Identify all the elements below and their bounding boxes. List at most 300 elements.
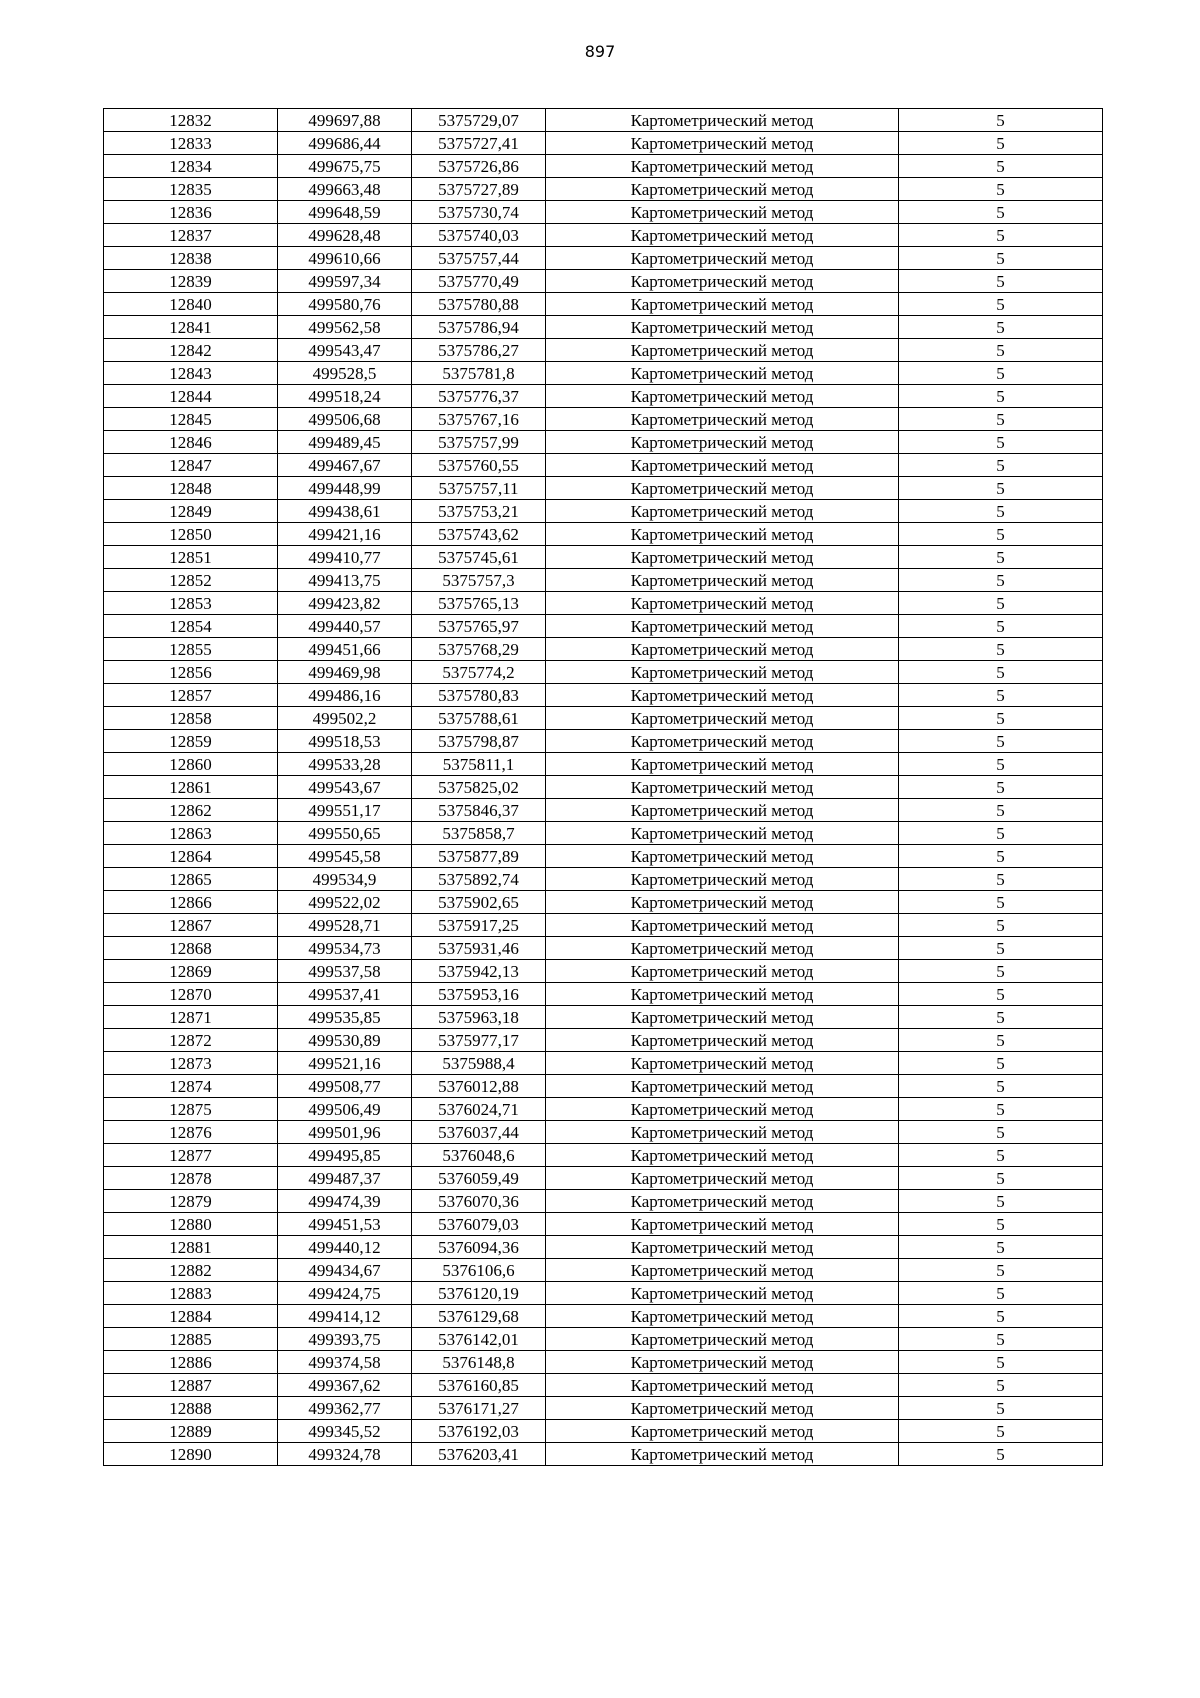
table-row	[104, 224, 1103, 247]
accuracy-cell: 5	[899, 1144, 1103, 1167]
table-row	[104, 247, 1103, 270]
table-row	[104, 362, 1103, 385]
accuracy-cell: 5	[899, 1075, 1103, 1098]
x-coordinate-cell: 499537,41	[278, 983, 412, 1006]
point-number-cell: 12834	[104, 155, 278, 178]
method-cell: Картометрический метод	[546, 1351, 899, 1374]
y-coordinate-cell: 5375757,11	[412, 477, 546, 500]
point-number-cell: 12854	[104, 615, 278, 638]
point-number-cell: 12880	[104, 1213, 278, 1236]
y-coordinate-cell: 5375770,49	[412, 270, 546, 293]
x-coordinate-cell: 499467,67	[278, 454, 412, 477]
accuracy-cell: 5	[899, 914, 1103, 937]
accuracy-cell: 5	[899, 1190, 1103, 1213]
table-row	[104, 1397, 1103, 1420]
point-number-cell: 12862	[104, 799, 278, 822]
x-coordinate-cell: 499537,58	[278, 960, 412, 983]
method-cell: Картометрический метод	[546, 753, 899, 776]
accuracy-cell: 5	[899, 1305, 1103, 1328]
x-coordinate-cell: 499362,77	[278, 1397, 412, 1420]
method-cell: Картометрический метод	[546, 569, 899, 592]
table-row	[104, 316, 1103, 339]
table-row	[104, 1006, 1103, 1029]
table-row	[104, 523, 1103, 546]
y-coordinate-cell: 5376070,36	[412, 1190, 546, 1213]
table-row	[104, 707, 1103, 730]
point-number-cell: 12852	[104, 569, 278, 592]
method-cell: Картометрический метод	[546, 500, 899, 523]
x-coordinate-cell: 499580,76	[278, 293, 412, 316]
method-cell: Картометрический метод	[546, 684, 899, 707]
accuracy-cell: 5	[899, 592, 1103, 615]
accuracy-cell: 5	[899, 1029, 1103, 1052]
y-coordinate-cell: 5375727,89	[412, 178, 546, 201]
point-number-cell: 12882	[104, 1259, 278, 1282]
point-number-cell: 12833	[104, 132, 278, 155]
accuracy-cell: 5	[899, 500, 1103, 523]
accuracy-cell: 5	[899, 454, 1103, 477]
accuracy-cell: 5	[899, 845, 1103, 868]
accuracy-cell: 5	[899, 546, 1103, 569]
x-coordinate-cell: 499440,12	[278, 1236, 412, 1259]
coordinates-table	[103, 108, 1103, 1466]
point-number-cell: 12853	[104, 592, 278, 615]
table-row	[104, 1052, 1103, 1075]
coordinates-table-body	[104, 109, 1103, 1466]
x-coordinate-cell: 499451,66	[278, 638, 412, 661]
y-coordinate-cell: 5375846,37	[412, 799, 546, 822]
point-number-cell: 12846	[104, 431, 278, 454]
method-cell: Картометрический метод	[546, 316, 899, 339]
accuracy-cell: 5	[899, 431, 1103, 454]
table-row	[104, 1282, 1103, 1305]
table-row	[104, 201, 1103, 224]
x-coordinate-cell: 499543,67	[278, 776, 412, 799]
method-cell: Картометрический метод	[546, 1305, 899, 1328]
table-row	[104, 1259, 1103, 1282]
y-coordinate-cell: 5376012,88	[412, 1075, 546, 1098]
method-cell: Картометрический метод	[546, 707, 899, 730]
method-cell: Картометрический метод	[546, 960, 899, 983]
x-coordinate-cell: 499533,28	[278, 753, 412, 776]
point-number-cell: 12858	[104, 707, 278, 730]
method-cell: Картометрический метод	[546, 891, 899, 914]
y-coordinate-cell: 5376106,6	[412, 1259, 546, 1282]
table-row	[104, 339, 1103, 362]
y-coordinate-cell: 5375757,99	[412, 431, 546, 454]
x-coordinate-cell: 499374,58	[278, 1351, 412, 1374]
point-number-cell: 12838	[104, 247, 278, 270]
table-row	[104, 270, 1103, 293]
y-coordinate-cell: 5375776,37	[412, 385, 546, 408]
x-coordinate-cell: 499610,66	[278, 247, 412, 270]
x-coordinate-cell: 499502,2	[278, 707, 412, 730]
x-coordinate-cell: 499697,88	[278, 109, 412, 132]
x-coordinate-cell: 499522,02	[278, 891, 412, 914]
y-coordinate-cell: 5375877,89	[412, 845, 546, 868]
method-cell: Картометрический метод	[546, 523, 899, 546]
point-number-cell: 12860	[104, 753, 278, 776]
table-row	[104, 132, 1103, 155]
table-row	[104, 937, 1103, 960]
y-coordinate-cell: 5376094,36	[412, 1236, 546, 1259]
x-coordinate-cell: 499534,9	[278, 868, 412, 891]
accuracy-cell: 5	[899, 477, 1103, 500]
table-row	[104, 1075, 1103, 1098]
point-number-cell: 12871	[104, 1006, 278, 1029]
accuracy-cell: 5	[899, 155, 1103, 178]
table-row	[104, 914, 1103, 937]
table-row	[104, 661, 1103, 684]
point-number-cell: 12866	[104, 891, 278, 914]
method-cell: Картометрический метод	[546, 845, 899, 868]
method-cell: Картометрический метод	[546, 362, 899, 385]
method-cell: Картометрический метод	[546, 615, 899, 638]
table-row	[104, 1351, 1103, 1374]
x-coordinate-cell: 499345,52	[278, 1420, 412, 1443]
x-coordinate-cell: 499451,53	[278, 1213, 412, 1236]
point-number-cell: 12837	[104, 224, 278, 247]
accuracy-cell: 5	[899, 1351, 1103, 1374]
method-cell: Картометрический метод	[546, 1282, 899, 1305]
method-cell: Картометрический метод	[546, 1029, 899, 1052]
x-coordinate-cell: 499686,44	[278, 132, 412, 155]
table-row	[104, 1121, 1103, 1144]
table-row	[104, 293, 1103, 316]
x-coordinate-cell: 499487,37	[278, 1167, 412, 1190]
accuracy-cell: 5	[899, 799, 1103, 822]
y-coordinate-cell: 5375931,46	[412, 937, 546, 960]
page-number: 897	[584, 42, 616, 61]
x-coordinate-cell: 499562,58	[278, 316, 412, 339]
table-row	[104, 569, 1103, 592]
x-coordinate-cell: 499663,48	[278, 178, 412, 201]
accuracy-cell: 5	[899, 960, 1103, 983]
accuracy-cell: 5	[899, 615, 1103, 638]
point-number-cell: 12878	[104, 1167, 278, 1190]
table-row	[104, 776, 1103, 799]
y-coordinate-cell: 5376120,19	[412, 1282, 546, 1305]
accuracy-cell: 5	[899, 1167, 1103, 1190]
x-coordinate-cell: 499534,73	[278, 937, 412, 960]
x-coordinate-cell: 499489,45	[278, 431, 412, 454]
y-coordinate-cell: 5375730,74	[412, 201, 546, 224]
method-cell: Картометрический метод	[546, 1259, 899, 1282]
point-number-cell: 12841	[104, 316, 278, 339]
point-number-cell: 12885	[104, 1328, 278, 1351]
accuracy-cell: 5	[899, 362, 1103, 385]
accuracy-cell: 5	[899, 1121, 1103, 1144]
accuracy-cell: 5	[899, 408, 1103, 431]
y-coordinate-cell: 5375753,21	[412, 500, 546, 523]
accuracy-cell: 5	[899, 707, 1103, 730]
point-number-cell: 12888	[104, 1397, 278, 1420]
accuracy-cell: 5	[899, 1374, 1103, 1397]
x-coordinate-cell: 499648,59	[278, 201, 412, 224]
method-cell: Картометрический метод	[546, 914, 899, 937]
method-cell: Картометрический метод	[546, 1420, 899, 1443]
y-coordinate-cell: 5375774,2	[412, 661, 546, 684]
y-coordinate-cell: 5376048,6	[412, 1144, 546, 1167]
accuracy-cell: 5	[899, 247, 1103, 270]
method-cell: Картометрический метод	[546, 1397, 899, 1420]
x-coordinate-cell: 499367,62	[278, 1374, 412, 1397]
method-cell: Картометрический метод	[546, 1213, 899, 1236]
table-row	[104, 1374, 1103, 1397]
y-coordinate-cell: 5375988,4	[412, 1052, 546, 1075]
point-number-cell: 12839	[104, 270, 278, 293]
method-cell: Картометрический метод	[546, 1121, 899, 1144]
point-number-cell: 12868	[104, 937, 278, 960]
table-row	[104, 431, 1103, 454]
point-number-cell: 12883	[104, 1282, 278, 1305]
table-row	[104, 822, 1103, 845]
x-coordinate-cell: 499469,98	[278, 661, 412, 684]
method-cell: Картометрический метод	[546, 546, 899, 569]
y-coordinate-cell: 5376160,85	[412, 1374, 546, 1397]
accuracy-cell: 5	[899, 822, 1103, 845]
table-row	[104, 799, 1103, 822]
table-row	[104, 753, 1103, 776]
x-coordinate-cell: 499545,58	[278, 845, 412, 868]
y-coordinate-cell: 5376024,71	[412, 1098, 546, 1121]
y-coordinate-cell: 5376037,44	[412, 1121, 546, 1144]
point-number-cell: 12887	[104, 1374, 278, 1397]
accuracy-cell: 5	[899, 316, 1103, 339]
accuracy-cell: 5	[899, 776, 1103, 799]
accuracy-cell: 5	[899, 730, 1103, 753]
method-cell: Картометрический метод	[546, 224, 899, 247]
x-coordinate-cell: 499597,34	[278, 270, 412, 293]
y-coordinate-cell: 5375743,62	[412, 523, 546, 546]
y-coordinate-cell: 5375811,1	[412, 753, 546, 776]
x-coordinate-cell: 499440,57	[278, 615, 412, 638]
method-cell: Картометрический метод	[546, 1144, 899, 1167]
accuracy-cell: 5	[899, 937, 1103, 960]
method-cell: Картометрический метод	[546, 1006, 899, 1029]
y-coordinate-cell: 5375780,88	[412, 293, 546, 316]
table-row	[104, 845, 1103, 868]
method-cell: Картометрический метод	[546, 477, 899, 500]
method-cell: Картометрический метод	[546, 385, 899, 408]
method-cell: Картометрический метод	[546, 1374, 899, 1397]
method-cell: Картометрический метод	[546, 1167, 899, 1190]
x-coordinate-cell: 499530,89	[278, 1029, 412, 1052]
method-cell: Картометрический метод	[546, 638, 899, 661]
x-coordinate-cell: 499528,71	[278, 914, 412, 937]
method-cell: Картометрический метод	[546, 868, 899, 891]
table-row	[104, 868, 1103, 891]
accuracy-cell: 5	[899, 178, 1103, 201]
table-row	[104, 638, 1103, 661]
table-row	[104, 1029, 1103, 1052]
point-number-cell: 12875	[104, 1098, 278, 1121]
method-cell: Картометрический метод	[546, 776, 899, 799]
point-number-cell: 12851	[104, 546, 278, 569]
accuracy-cell: 5	[899, 1259, 1103, 1282]
method-cell: Картометрический метод	[546, 178, 899, 201]
x-coordinate-cell: 499421,16	[278, 523, 412, 546]
x-coordinate-cell: 499424,75	[278, 1282, 412, 1305]
x-coordinate-cell: 499551,17	[278, 799, 412, 822]
y-coordinate-cell: 5376171,27	[412, 1397, 546, 1420]
point-number-cell: 12879	[104, 1190, 278, 1213]
table-row	[104, 891, 1103, 914]
x-coordinate-cell: 499423,82	[278, 592, 412, 615]
table-row	[104, 684, 1103, 707]
accuracy-cell: 5	[899, 109, 1103, 132]
x-coordinate-cell: 499508,77	[278, 1075, 412, 1098]
y-coordinate-cell: 5376203,41	[412, 1443, 546, 1466]
method-cell: Картометрический метод	[546, 247, 899, 270]
point-number-cell: 12870	[104, 983, 278, 1006]
table-row	[104, 1190, 1103, 1213]
point-number-cell: 12865	[104, 868, 278, 891]
table-row	[104, 546, 1103, 569]
table-row	[104, 1098, 1103, 1121]
method-cell: Картометрический метод	[546, 155, 899, 178]
x-coordinate-cell: 499628,48	[278, 224, 412, 247]
table-row	[104, 1443, 1103, 1466]
x-coordinate-cell: 499486,16	[278, 684, 412, 707]
accuracy-cell: 5	[899, 983, 1103, 1006]
x-coordinate-cell: 499506,68	[278, 408, 412, 431]
method-cell: Картометрический метод	[546, 1075, 899, 1098]
x-coordinate-cell: 499550,65	[278, 822, 412, 845]
point-number-cell: 12856	[104, 661, 278, 684]
y-coordinate-cell: 5375745,61	[412, 546, 546, 569]
accuracy-cell: 5	[899, 1420, 1103, 1443]
method-cell: Картометрический метод	[546, 132, 899, 155]
y-coordinate-cell: 5376148,8	[412, 1351, 546, 1374]
accuracy-cell: 5	[899, 1397, 1103, 1420]
accuracy-cell: 5	[899, 132, 1103, 155]
method-cell: Картометрический метод	[546, 270, 899, 293]
x-coordinate-cell: 499501,96	[278, 1121, 412, 1144]
x-coordinate-cell: 499495,85	[278, 1144, 412, 1167]
point-number-cell: 12840	[104, 293, 278, 316]
y-coordinate-cell: 5375825,02	[412, 776, 546, 799]
accuracy-cell: 5	[899, 523, 1103, 546]
accuracy-cell: 5	[899, 385, 1103, 408]
method-cell: Картометрический метод	[546, 408, 899, 431]
point-number-cell: 12857	[104, 684, 278, 707]
y-coordinate-cell: 5375902,65	[412, 891, 546, 914]
y-coordinate-cell: 5375858,7	[412, 822, 546, 845]
y-coordinate-cell: 5375977,17	[412, 1029, 546, 1052]
y-coordinate-cell: 5375781,8	[412, 362, 546, 385]
y-coordinate-cell: 5376079,03	[412, 1213, 546, 1236]
point-number-cell: 12845	[104, 408, 278, 431]
accuracy-cell: 5	[899, 569, 1103, 592]
accuracy-cell: 5	[899, 270, 1103, 293]
table-row	[104, 615, 1103, 638]
table-row	[104, 1420, 1103, 1443]
method-cell: Картометрический метод	[546, 730, 899, 753]
x-coordinate-cell: 499393,75	[278, 1328, 412, 1351]
method-cell: Картометрический метод	[546, 454, 899, 477]
x-coordinate-cell: 499543,47	[278, 339, 412, 362]
x-coordinate-cell: 499535,85	[278, 1006, 412, 1029]
x-coordinate-cell: 499506,49	[278, 1098, 412, 1121]
y-coordinate-cell: 5375757,44	[412, 247, 546, 270]
y-coordinate-cell: 5375953,16	[412, 983, 546, 1006]
table-row	[104, 155, 1103, 178]
point-number-cell: 12869	[104, 960, 278, 983]
method-cell: Картометрический метод	[546, 1098, 899, 1121]
method-cell: Картометрический метод	[546, 983, 899, 1006]
x-coordinate-cell: 499448,99	[278, 477, 412, 500]
point-number-cell: 12873	[104, 1052, 278, 1075]
point-number-cell: 12881	[104, 1236, 278, 1259]
table-row	[104, 592, 1103, 615]
accuracy-cell: 5	[899, 1052, 1103, 1075]
table-row	[104, 1144, 1103, 1167]
point-number-cell: 12877	[104, 1144, 278, 1167]
table-row	[104, 1328, 1103, 1351]
table-row	[104, 960, 1103, 983]
accuracy-cell: 5	[899, 868, 1103, 891]
accuracy-cell: 5	[899, 1443, 1103, 1466]
table-row	[104, 477, 1103, 500]
x-coordinate-cell: 499324,78	[278, 1443, 412, 1466]
x-coordinate-cell: 499438,61	[278, 500, 412, 523]
point-number-cell: 12849	[104, 500, 278, 523]
method-cell: Картометрический метод	[546, 1443, 899, 1466]
point-number-cell: 12836	[104, 201, 278, 224]
table-row	[104, 983, 1103, 1006]
accuracy-cell: 5	[899, 224, 1103, 247]
y-coordinate-cell: 5376192,03	[412, 1420, 546, 1443]
y-coordinate-cell: 5375768,29	[412, 638, 546, 661]
method-cell: Картометрический метод	[546, 1052, 899, 1075]
y-coordinate-cell: 5375727,41	[412, 132, 546, 155]
accuracy-cell: 5	[899, 1098, 1103, 1121]
method-cell: Картометрический метод	[546, 109, 899, 132]
point-number-cell: 12844	[104, 385, 278, 408]
table-row	[104, 178, 1103, 201]
y-coordinate-cell: 5375757,3	[412, 569, 546, 592]
accuracy-cell: 5	[899, 638, 1103, 661]
point-number-cell: 12855	[104, 638, 278, 661]
point-number-cell: 12889	[104, 1420, 278, 1443]
y-coordinate-cell: 5375740,03	[412, 224, 546, 247]
point-number-cell: 12872	[104, 1029, 278, 1052]
y-coordinate-cell: 5375917,25	[412, 914, 546, 937]
y-coordinate-cell: 5375798,87	[412, 730, 546, 753]
point-number-cell: 12847	[104, 454, 278, 477]
y-coordinate-cell: 5375786,27	[412, 339, 546, 362]
method-cell: Картометрический метод	[546, 822, 899, 845]
y-coordinate-cell: 5375765,13	[412, 592, 546, 615]
point-number-cell: 12832	[104, 109, 278, 132]
y-coordinate-cell: 5375780,83	[412, 684, 546, 707]
method-cell: Картометрический метод	[546, 339, 899, 362]
accuracy-cell: 5	[899, 891, 1103, 914]
point-number-cell: 12863	[104, 822, 278, 845]
method-cell: Картометрический метод	[546, 293, 899, 316]
table-row	[104, 730, 1103, 753]
point-number-cell: 12848	[104, 477, 278, 500]
table-row	[104, 500, 1103, 523]
point-number-cell: 12874	[104, 1075, 278, 1098]
y-coordinate-cell: 5376129,68	[412, 1305, 546, 1328]
table-row	[104, 1305, 1103, 1328]
accuracy-cell: 5	[899, 1006, 1103, 1029]
x-coordinate-cell: 499518,53	[278, 730, 412, 753]
accuracy-cell: 5	[899, 753, 1103, 776]
y-coordinate-cell: 5375963,18	[412, 1006, 546, 1029]
